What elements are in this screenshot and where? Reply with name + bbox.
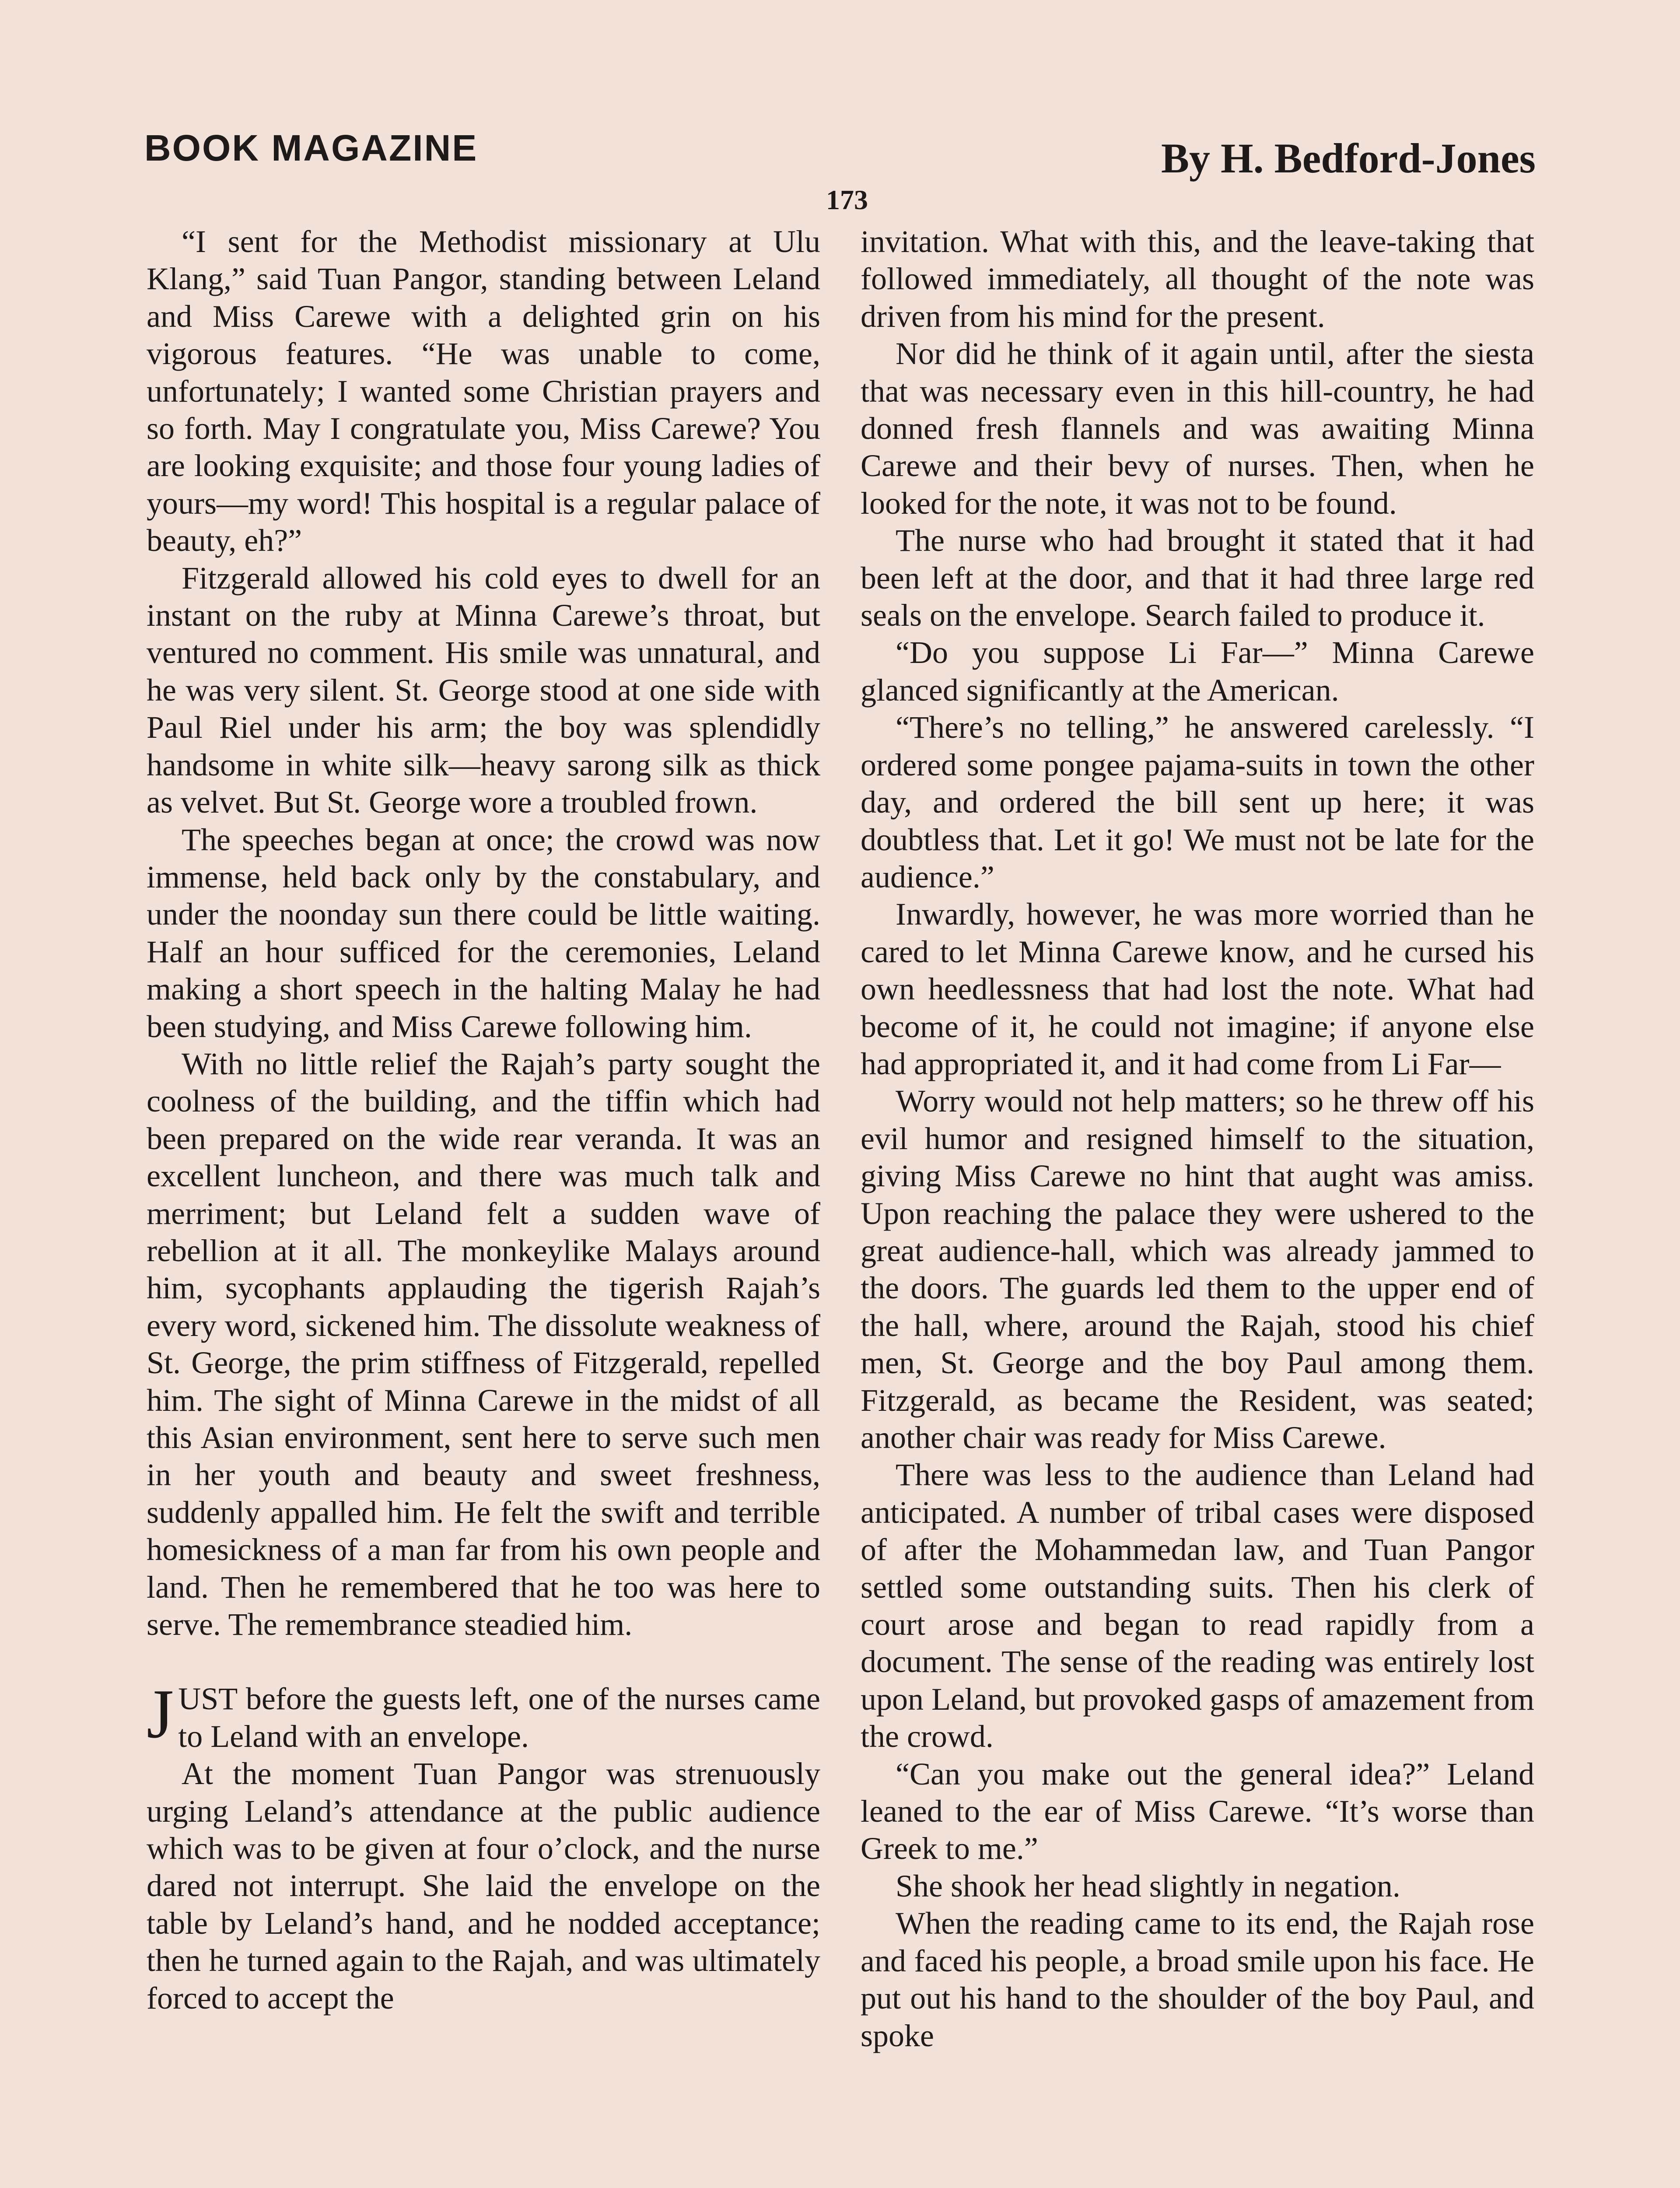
paragraph: Nor did he think of it again until, after the siesta that was necessary even in this hill-country, he had donned fresh flannels and was awaiting Minna Carewe and their bevy of nurses. Then, when he looked for the note, it was not to be found.: [861, 336, 1534, 521]
author-byline: By H. Bedford-Jones: [1161, 135, 1536, 182]
paragraph: “Can you make out the general idea?” Leland leaned to the ear of Miss Carewe. “It’s worse than Greek to me.”: [861, 1756, 1534, 1866]
left-column: [147, 223, 820, 2017]
paragraph: “There’s no telling,” he answered carelessly. “I ordered some pongee pajama-suits in town the other day, and ordered the bill sent up here; it was doubtless that. Let it go! We must not be late for the audience.”: [861, 710, 1534, 894]
paragraph: With no little relief the Rajah’s party sought the coolness of the building, and the tiffin which had been prepared on the wide rear veranda. It was an excellent luncheon, and there was much talk and merriment; but Leland felt a sudden wave of rebellion at it all. The monkeylike Malays around him, sycophants applauding the tigerish Rajah’s every word, sickened him. The dissolute weakness of St. George, the prim stiffness of Fitzgerald, repelled him. The sight of Minna Carewe in the midst of all this Asian environment, sent here to serve such men in her youth and beauty and sweet freshness, suddenly appalled him. He felt the swift and terrible homesickness of a man far from his own people and land. Then he remembered that he too was here to serve. The remembrance steadied him.: [147, 1046, 820, 1642]
section-opening-paragraph: [147, 1675, 820, 1755]
paragraph: She shook her head slightly in negation.: [896, 1868, 1400, 1904]
paragraph: When the reading came to its end, the Rajah rose and faced his people, a broad smile upon his face. He put out his hand to the shoulder of the boy Paul, and spoke: [861, 1906, 1534, 2053]
paragraph: Fitzgerald allowed his cold eyes to dwell for an instant on the ruby at Minna Carewe’s throat, but ventured no comment. His smile was unnatural, and he was very silent. St. George stood at one side with Paul Riel under his arm; the boy was splendidly handsome in white silk—heavy sarong silk as thick as velvet. But St. George wore a troubled frown.: [147, 560, 820, 820]
section-opening-text: UST before the guests left, one of the nurses came to Leland with an envelope.: [178, 1681, 820, 1754]
right-column: [861, 223, 1534, 2055]
paragraph: The nurse who had brought it stated that it had been left at the door, and that it had three large red seals on the envelope. Search failed to produce it.: [861, 523, 1534, 633]
paragraph: The speeches began at once; the crowd was now immense, held back only by the constabulary, and under the noonday sun there could be little waiting. Half an hour sufficed for the ceremonies, Leland making a short speech in the halting Malay he had been studying, and Miss Carewe following him.: [147, 822, 820, 1044]
magazine-title: BOOK MAGAZINE: [144, 127, 478, 168]
paragraph-continued: invitation. What with this, and the leave-taking that followed immediately, all thought of the note was driven from his mind for the present.: [861, 224, 1534, 334]
paragraph: Worry would not help matters; so he threw off his evil humor and resigned himself to the situation, giving Miss Carewe no hint that aught was amiss. Upon reaching the palace they were ushered to the great audience-hall, which was already jammed to the doors. The guards led them to the upper end of the hall, where, around the Rajah, stood his chief men, St. George and the boy Paul among them. Fitzgerald, as became the Resident, was seated; another chair was ready for Miss Carewe.: [861, 1083, 1534, 1455]
paragraph: Inwardly, however, he was more worried than he cared to let Minna Carewe know, and he cursed his own heedlessness that had lost the note. What had become of it, he could not imagine; if anyone else had appropriated it, and it had come from Li Far—: [861, 897, 1534, 1081]
paragraph: “Do you suppose Li Far—” Minna Carewe glanced significantly at the American.: [861, 635, 1534, 708]
page-number: 173: [826, 184, 868, 215]
paragraph: There was less to the audience than Leland had anticipated. A number of tribal cases were disposed of after the Mohammedan law, and Tuan Pangor settled some outstanding suits. Then his clerk of court arose and began to read rapidly from a document. The sense of the reading was entirely lost upon Leland, but provoked gasps of amazement from the crowd.: [861, 1457, 1534, 1754]
paragraph: At the moment Tuan Pangor was strenuously urging Leland’s attendance at the public audience which was to be given at four o’clock, and the nurse dared not interrupt. She laid the envelope on the table by Leland’s hand, and he nodded acceptance; then he turned again to the Rajah, and was ultimately forced to accept the: [147, 1756, 820, 2016]
paragraph: “I sent for the Methodist missionary at Ulu Klang,” said Tuan Pangor, standing between Leland and Miss Carewe with a delighted grin on his vigorous features. “He was unable to come, unfortunately; I wanted some Christian prayers and so forth. May I congratulate you, Miss Carewe? You are looking exquisite; and those four young ladies of yours—my word! This hospital is a regular palace of beauty, eh?”: [147, 224, 820, 558]
drop-cap: J: [147, 1675, 174, 1753]
